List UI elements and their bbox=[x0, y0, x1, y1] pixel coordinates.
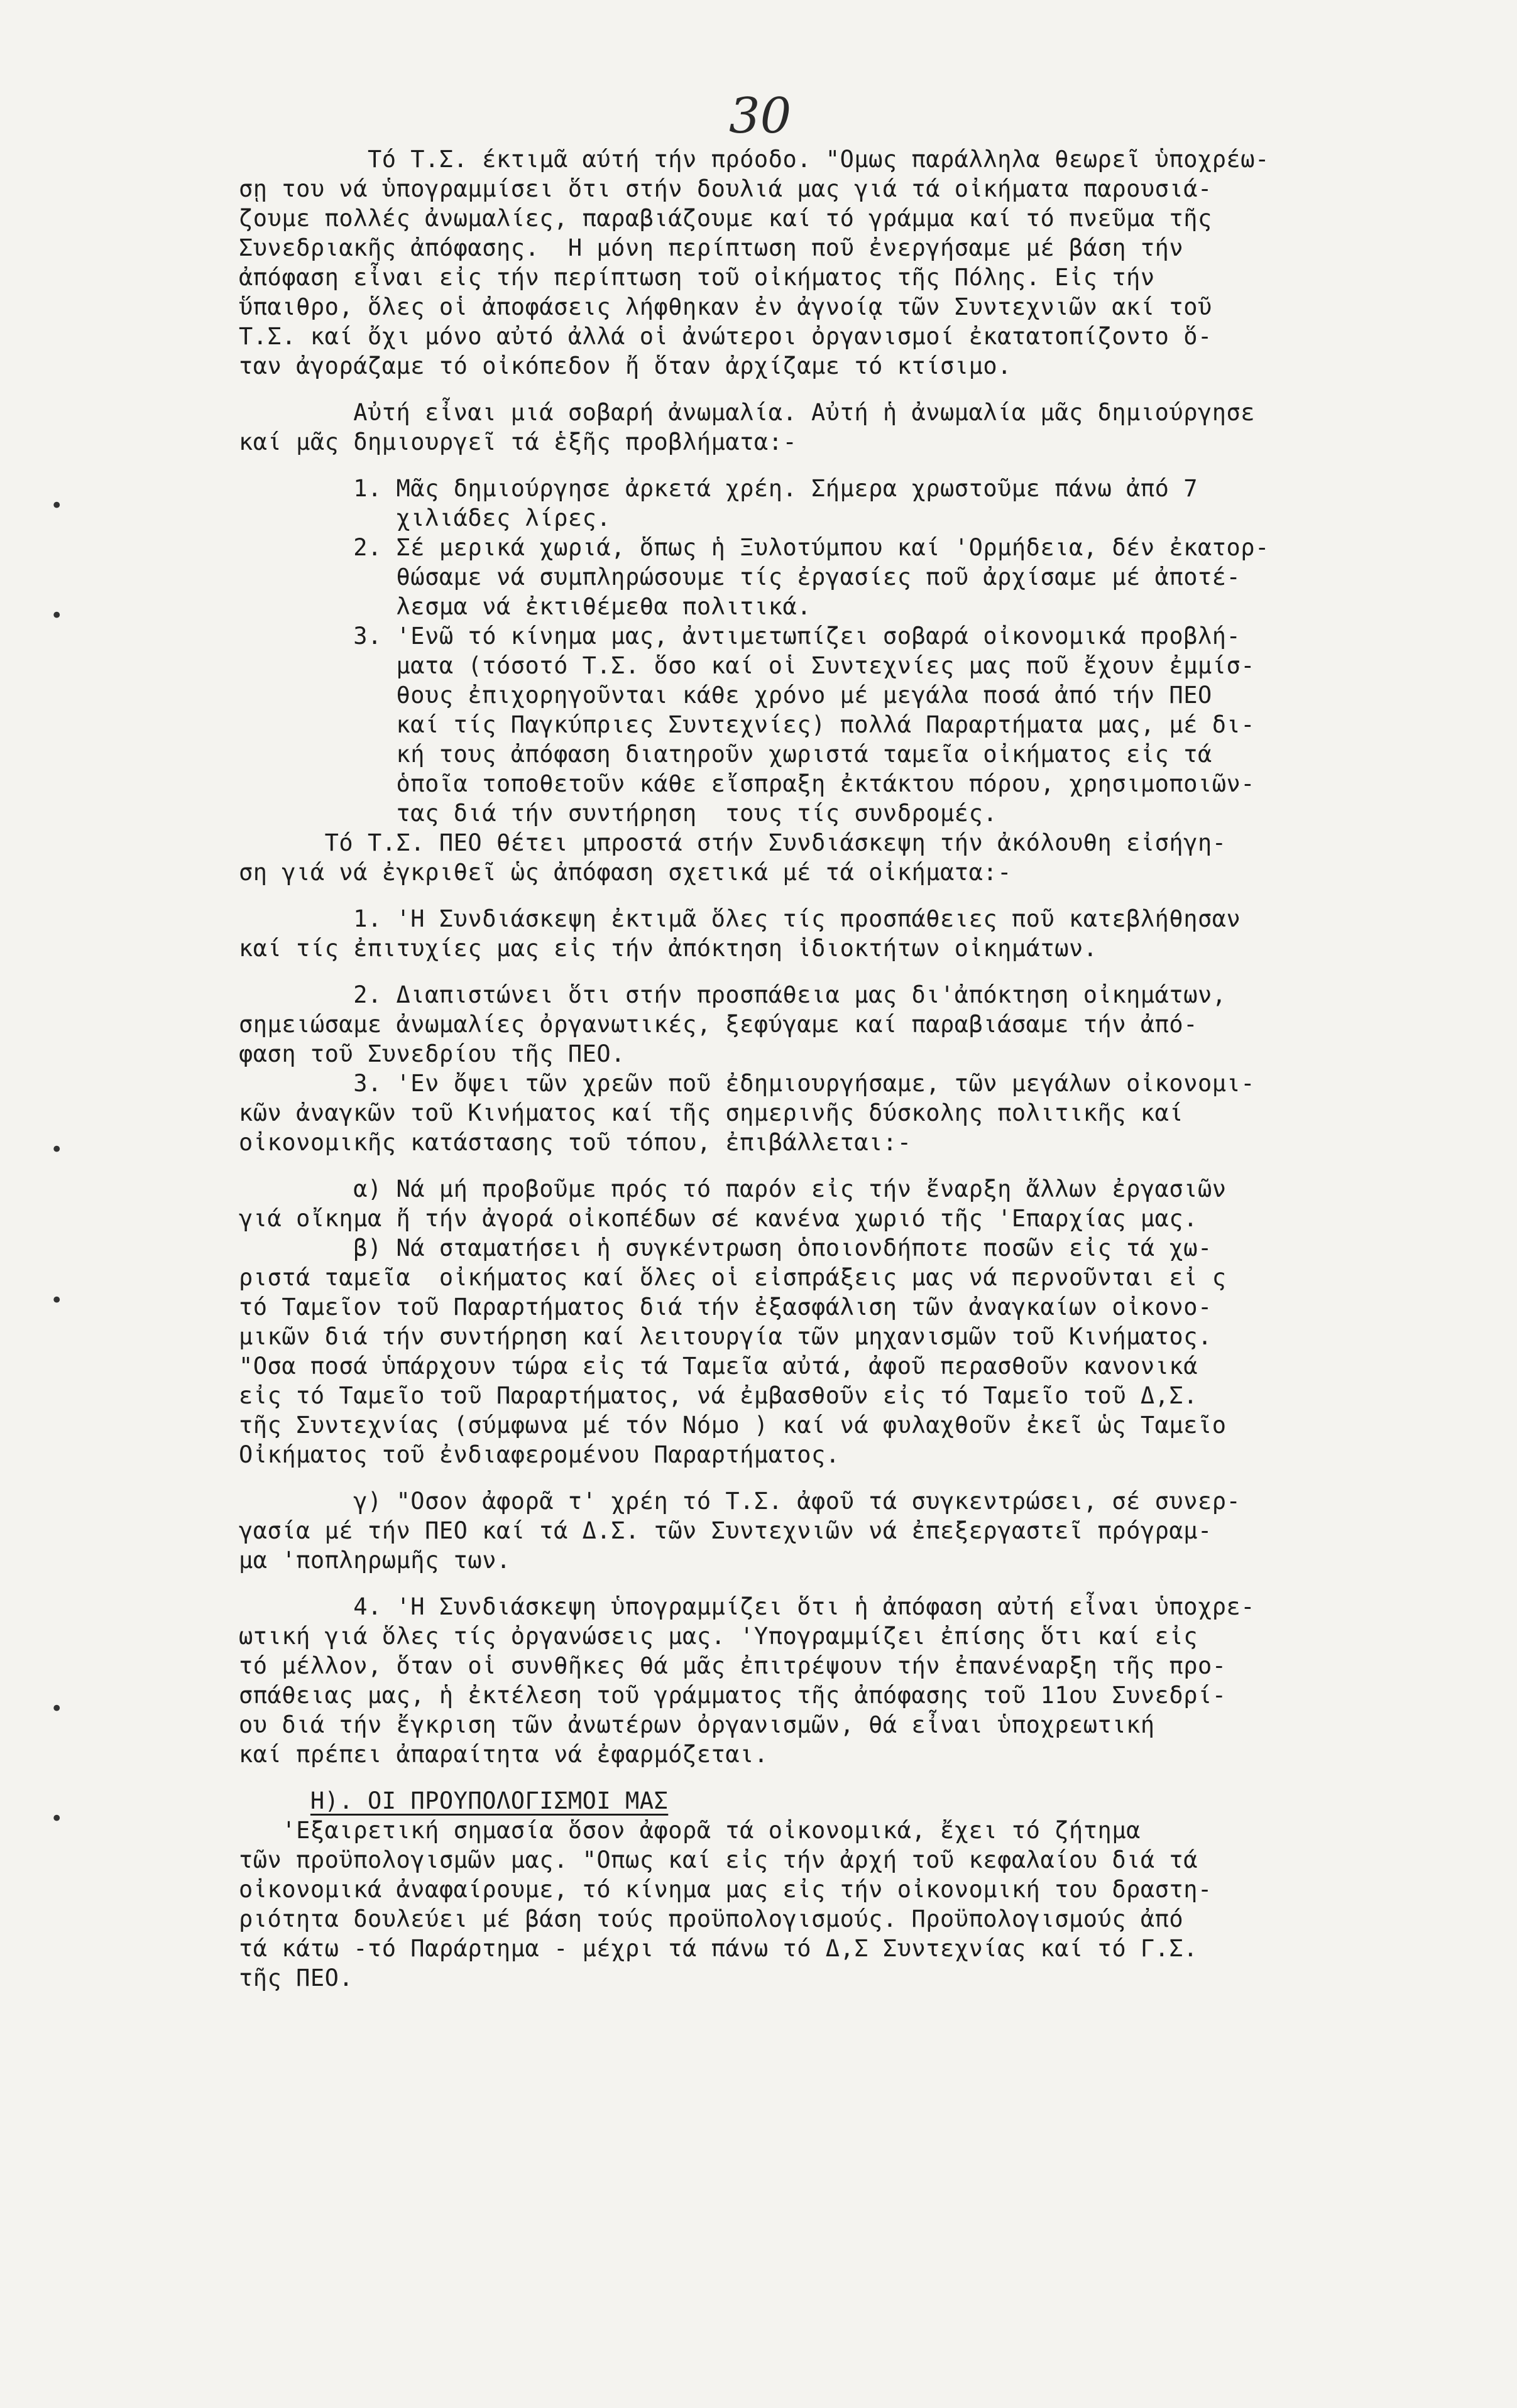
text-line: ταν ἀγοράζαμε τό οἰκόπεδον ἤ ὅταν ἀρχίζαμε τό κτίσιμο. bbox=[239, 352, 1012, 379]
text-line: β) Νά σταματήσει ἡ συγκέντρωση ὁποιονδήποτε ποσῶν εἰς τά χω- bbox=[239, 1234, 1212, 1261]
heading-line bbox=[239, 1786, 1433, 1816]
text-line: τῶν προϋπολογισμῶν μας. "Οπως καί εἰς τήν ἀρχή τοῦ κεφαλαίου διά τά bbox=[239, 1846, 1198, 1873]
text-line: ζουμε πολλές ἀνωμαλίες, παραβιάζουμε καί τό γράμμα καί τό πνεῦμα τῆς bbox=[239, 205, 1212, 232]
text-line: 3. 'Εν ὄψει τῶν χρεῶν ποῦ ἐδημιουργήσαμε, τῶν μεγάλων οἰκονομι- bbox=[239, 1070, 1256, 1097]
margin-mark: • bbox=[50, 493, 63, 518]
text-line: γ) "Οσον ἀφορᾶ τ' χρέη τό Τ.Σ. ἀφοῦ τά συγκεντρώσει, σέ συνερ- bbox=[239, 1488, 1241, 1515]
text-line: Οἰκήματος τοῦ ἐνδιαφερομένου Παραρτήματος. bbox=[239, 1441, 840, 1468]
text-line: α) Νά μή προβοῦμε πρός τό παρόν εἰς τήν ἔναρξη ἄλλων ἐργασιῶν bbox=[239, 1175, 1227, 1202]
text-line: 1. 'Η Συνδιάσκεψη ἐκτιμᾶ ὅλες τίς προσπάθειες ποῦ κατεβλήθησαν bbox=[239, 905, 1241, 932]
text-line: εἰς τό Ταμεῖο τοῦ Παραρτήματος, νά ἐμβασθοῦν εἰς τό Ταμεῖο τοῦ Δ,Σ. bbox=[239, 1382, 1198, 1409]
text-line: οἰκονομικά ἀναφαίρουμε, τό κίνημα μας εἰς τήν οἰκονομική του δραστη- bbox=[239, 1876, 1212, 1903]
page-number: 30 bbox=[729, 88, 792, 144]
text-line: σπάθειας μας, ἡ ἐκτέλεση τοῦ γράμματος τῆς ἀπόφασης τοῦ 11ου Συνεδρί- bbox=[239, 1682, 1227, 1709]
text-line: γιά οἴκημα ἤ τήν ἀγορά οἰκοπέδων σέ κανένα χωριό τῆς 'Επαρχίας μας. bbox=[239, 1205, 1198, 1232]
text-line: κῶν ἀναγκῶν τοῦ Κινήματος καί τῆς σημερινῆς δύσκολης πολιτικῆς καί bbox=[239, 1099, 1184, 1126]
text-line: σῃ του νά ὑπογραμμίσει ὅτι στήν δουλιά μας γιά τά οἰκήματα παρουσιά- bbox=[239, 175, 1212, 202]
text-line: τό Ταμεῖον τοῦ Παραρτήματος διά τήν ἐξασφάλιση τῶν ἀναγκαίων οἰκονο- bbox=[239, 1294, 1212, 1321]
text-line: Τό Τ.Σ. ΠΕΟ θέτει μπροστά στήν Συνδιάσκεψη τήν ἀκόλουθη εἰσήγη- bbox=[239, 829, 1227, 856]
paragraph-gap bbox=[239, 381, 1433, 398]
margin-mark: • bbox=[50, 1137, 63, 1162]
text-line: λεσμα νά ἐκτιθέμεθα πολιτικά. bbox=[239, 593, 812, 620]
text-line: 'Εξαιρετική σημασία ὅσον ἀφορᾶ τά οἰκονομικά, ἔχει τό ζήτημα bbox=[239, 1817, 1141, 1844]
text-line: καί τίς ἐπιτυχίες μας εἰς τήν ἀπόκτηση ἰδιοκτήτων οἰκημάτων. bbox=[239, 935, 1098, 962]
margin-mark: • bbox=[50, 1696, 63, 1721]
paragraph-gap bbox=[239, 1157, 1433, 1174]
text-line: καί μᾶς δημιουργεῖ τά ἑξῆς προβλήματα:- bbox=[239, 428, 797, 455]
text-line: σημειώσαμε ἀνωμαλίες ὀργανωτικές, ξεφύγαμε καί παραβιάσαμε τήν ἀπό- bbox=[239, 1011, 1198, 1038]
text-line: ωτική γιά ὅλες τίς ὀργανώσεις μας. 'Υπογραμμίζει ἐπίσης ὅτι καί εἰς bbox=[239, 1623, 1198, 1650]
text-line: 2. Διαπιστώνει ὅτι στήν προσπάθεια μας δι'ἀπόκτηση οἰκημάτων, bbox=[239, 981, 1227, 1008]
text-line: χιλιάδες λίρες. bbox=[239, 504, 611, 531]
document-body bbox=[239, 144, 1433, 1993]
text-line: τῆς Συντεχνίας (σύμφωνα μέ τόν Νόμο ) καί νά φυλαχθοῦν ἐκεῖ ὡς Ταμεῖο bbox=[239, 1412, 1227, 1439]
text-line: οἰκονομικῆς κατάστασης τοῦ τόπου, ἐπιβάλλεται:- bbox=[239, 1129, 912, 1156]
text-line: γασία μέ τήν ΠΕΟ καί τά Δ.Σ. τῶν Συντεχνιῶν νά ἐπεξεργαστεῖ πρόγραμ- bbox=[239, 1517, 1212, 1544]
text-line: μικῶν διά τήν συντήρηση καί λειτουργία τῶν μηχανισμῶν τοῦ Κινήματος. bbox=[239, 1323, 1212, 1350]
text-line: καί τίς Παγκύπριες Συντεχνίες) πολλά Παραρτήματα μας, μέ δι- bbox=[239, 711, 1256, 738]
text-line: Αὐτή εἶναι μιά σοβαρή ἀνωμαλία. Αὐτή ἡ ἀνωμαλία μᾶς δημιούργησε bbox=[239, 399, 1256, 426]
text-line: φαση τοῦ Συνεδρίου τῆς ΠΕΟ. bbox=[239, 1040, 625, 1067]
text-line: ὁποῖα τοποθετοῦν κάθε εἴσπραξη ἐκτάκτου πόρου, χρησιμοποιῶν- bbox=[239, 770, 1256, 797]
text-line: τῆς ΠΕΟ. bbox=[239, 1964, 354, 1991]
text-line: Συνεδριακῆς ἀπόφασης. Η μόνη περίπτωση ποῦ ἐνεργήσαμε μέ βάση τήν bbox=[239, 234, 1184, 261]
paragraph-gap bbox=[239, 1469, 1433, 1486]
text-line: 4. 'Η Συνδιάσκεψη ὑπογραμμίζει ὅτι ἡ ἀπόφαση αὐτή εἶναι ὑποχρε- bbox=[239, 1593, 1256, 1620]
text-line: ἀπόφαση εἶναι εἰς τήν περίπτωση τοῦ οἰκήματος τῆς Πόλης. Εἰς τήν bbox=[239, 264, 1155, 291]
paragraph-gap bbox=[239, 1575, 1433, 1592]
text-line: θώσαμε νά συμπληρώσουμε τίς ἐργασίες ποῦ ἀρχίσαμε μέ ἀποτέ- bbox=[239, 564, 1241, 591]
text-line: θους ἐπιχορηγοῦνται κάθε χρόνο μέ μεγάλα ποσά ἀπό τήν ΠΕΟ bbox=[239, 682, 1212, 709]
text-line: 3. 'Ενῶ τό κίνημα μας, ἀντιμετωπίζει σοβαρά οἰκονομικά προβλή- bbox=[239, 623, 1241, 650]
margin-mark: • bbox=[50, 1806, 63, 1831]
text-line: Τό Τ.Σ. έκτιμᾶ αύτή τήν πρόοδο. "Ομως παράλληλα θεωρεῖ ὑποχρέω- bbox=[239, 146, 1269, 173]
text-line: κή τους ἀπόφαση διατηροῦν χωριστά ταμεῖα οἰκήματος εἰς τά bbox=[239, 741, 1212, 768]
text-line: 2. Σέ μερικά χωριά, ὅπως ἡ Ξυλοτύμπου καί 'Ορμήδεια, δέν ἐκατορ- bbox=[239, 534, 1269, 561]
text-line: τας διά τήν συντήρηση τους τίς συνδρομές. bbox=[239, 800, 998, 827]
paragraph-gap bbox=[239, 963, 1433, 980]
section-heading: Η). ΟΙ ΠΡΟΥΠΟΛΟΓΙΣΜΟΙ ΜΑΣ bbox=[310, 1787, 669, 1814]
margin-mark: • bbox=[50, 603, 63, 628]
text-line: τό μέλλον, ὅταν οἱ συνθῆκες θά μᾶς ἐπιτρέψουν τήν ἐπανέναρξη τῆς προ- bbox=[239, 1652, 1227, 1679]
text-line: Τ.Σ. καί ὄχι μόνο αὐτό ἀλλά οἱ ἀνώτεροι ὀργανισμοί ἐκατατοπίζοντο ὅ- bbox=[239, 323, 1212, 350]
paragraph-gap bbox=[239, 887, 1433, 904]
text-line: τά κάτω -τό Παράρτημα - μέχρι τά πάνω τό Δ,Σ Συντεχνίας καί τό Γ.Σ. bbox=[239, 1935, 1198, 1962]
margin-mark: • bbox=[50, 1288, 63, 1313]
text-line: ου διά τήν ἔγκριση τῶν ἀνωτέρων ὀργανισμῶν, θά εἶναι ὑποχρεωτική bbox=[239, 1711, 1155, 1738]
text-line: ματα (τόσοτό Τ.Σ. ὅσο καί οἱ Συντεχνίες μας ποῦ ἔχουν ἐμμίσ- bbox=[239, 652, 1256, 679]
text-line: 1. Μᾶς δημιούργησε ἀρκετά χρέη. Σήμερα χρωστοῦμε πάνω ἀπό 7 bbox=[239, 475, 1198, 502]
paragraph-gap bbox=[239, 457, 1433, 474]
text-line: "Οσα ποσά ὑπάρχουν τώρα εἰς τά Ταμεῖα αὐτά, ἀφοῦ περασθοῦν κανονικά bbox=[239, 1353, 1198, 1380]
paragraph-gap bbox=[239, 1769, 1433, 1786]
text-line: ριστά ταμεῖα οἰκήματος καί ὅλες οἱ εἰσπράξεις μας νά περνοῦνται εἰ ς bbox=[239, 1264, 1227, 1291]
text-line: μα 'ποπληρωμῆς των. bbox=[239, 1547, 511, 1574]
text-line: καί πρέπει ἀπαραίτητα νά ἐφαρμόζεται. bbox=[239, 1741, 769, 1768]
text-line: ριότητα δουλεύει μέ βάση τούς προϋπολογισμούς. Προϋπολογισμούς ἀπό bbox=[239, 1905, 1184, 1932]
text-line: ση γιά νά ἐγκριθεῖ ὡς ἀπόφαση σχετικά μέ τά οἰκήματα:- bbox=[239, 859, 1012, 886]
text-line: ὕπαιθρο, ὅλες οἱ ἀποφάσεις λήφθηκαν ἐν ἀγνοίᾳ τῶν Συντεχνιῶν ακί τοῦ bbox=[239, 293, 1212, 320]
